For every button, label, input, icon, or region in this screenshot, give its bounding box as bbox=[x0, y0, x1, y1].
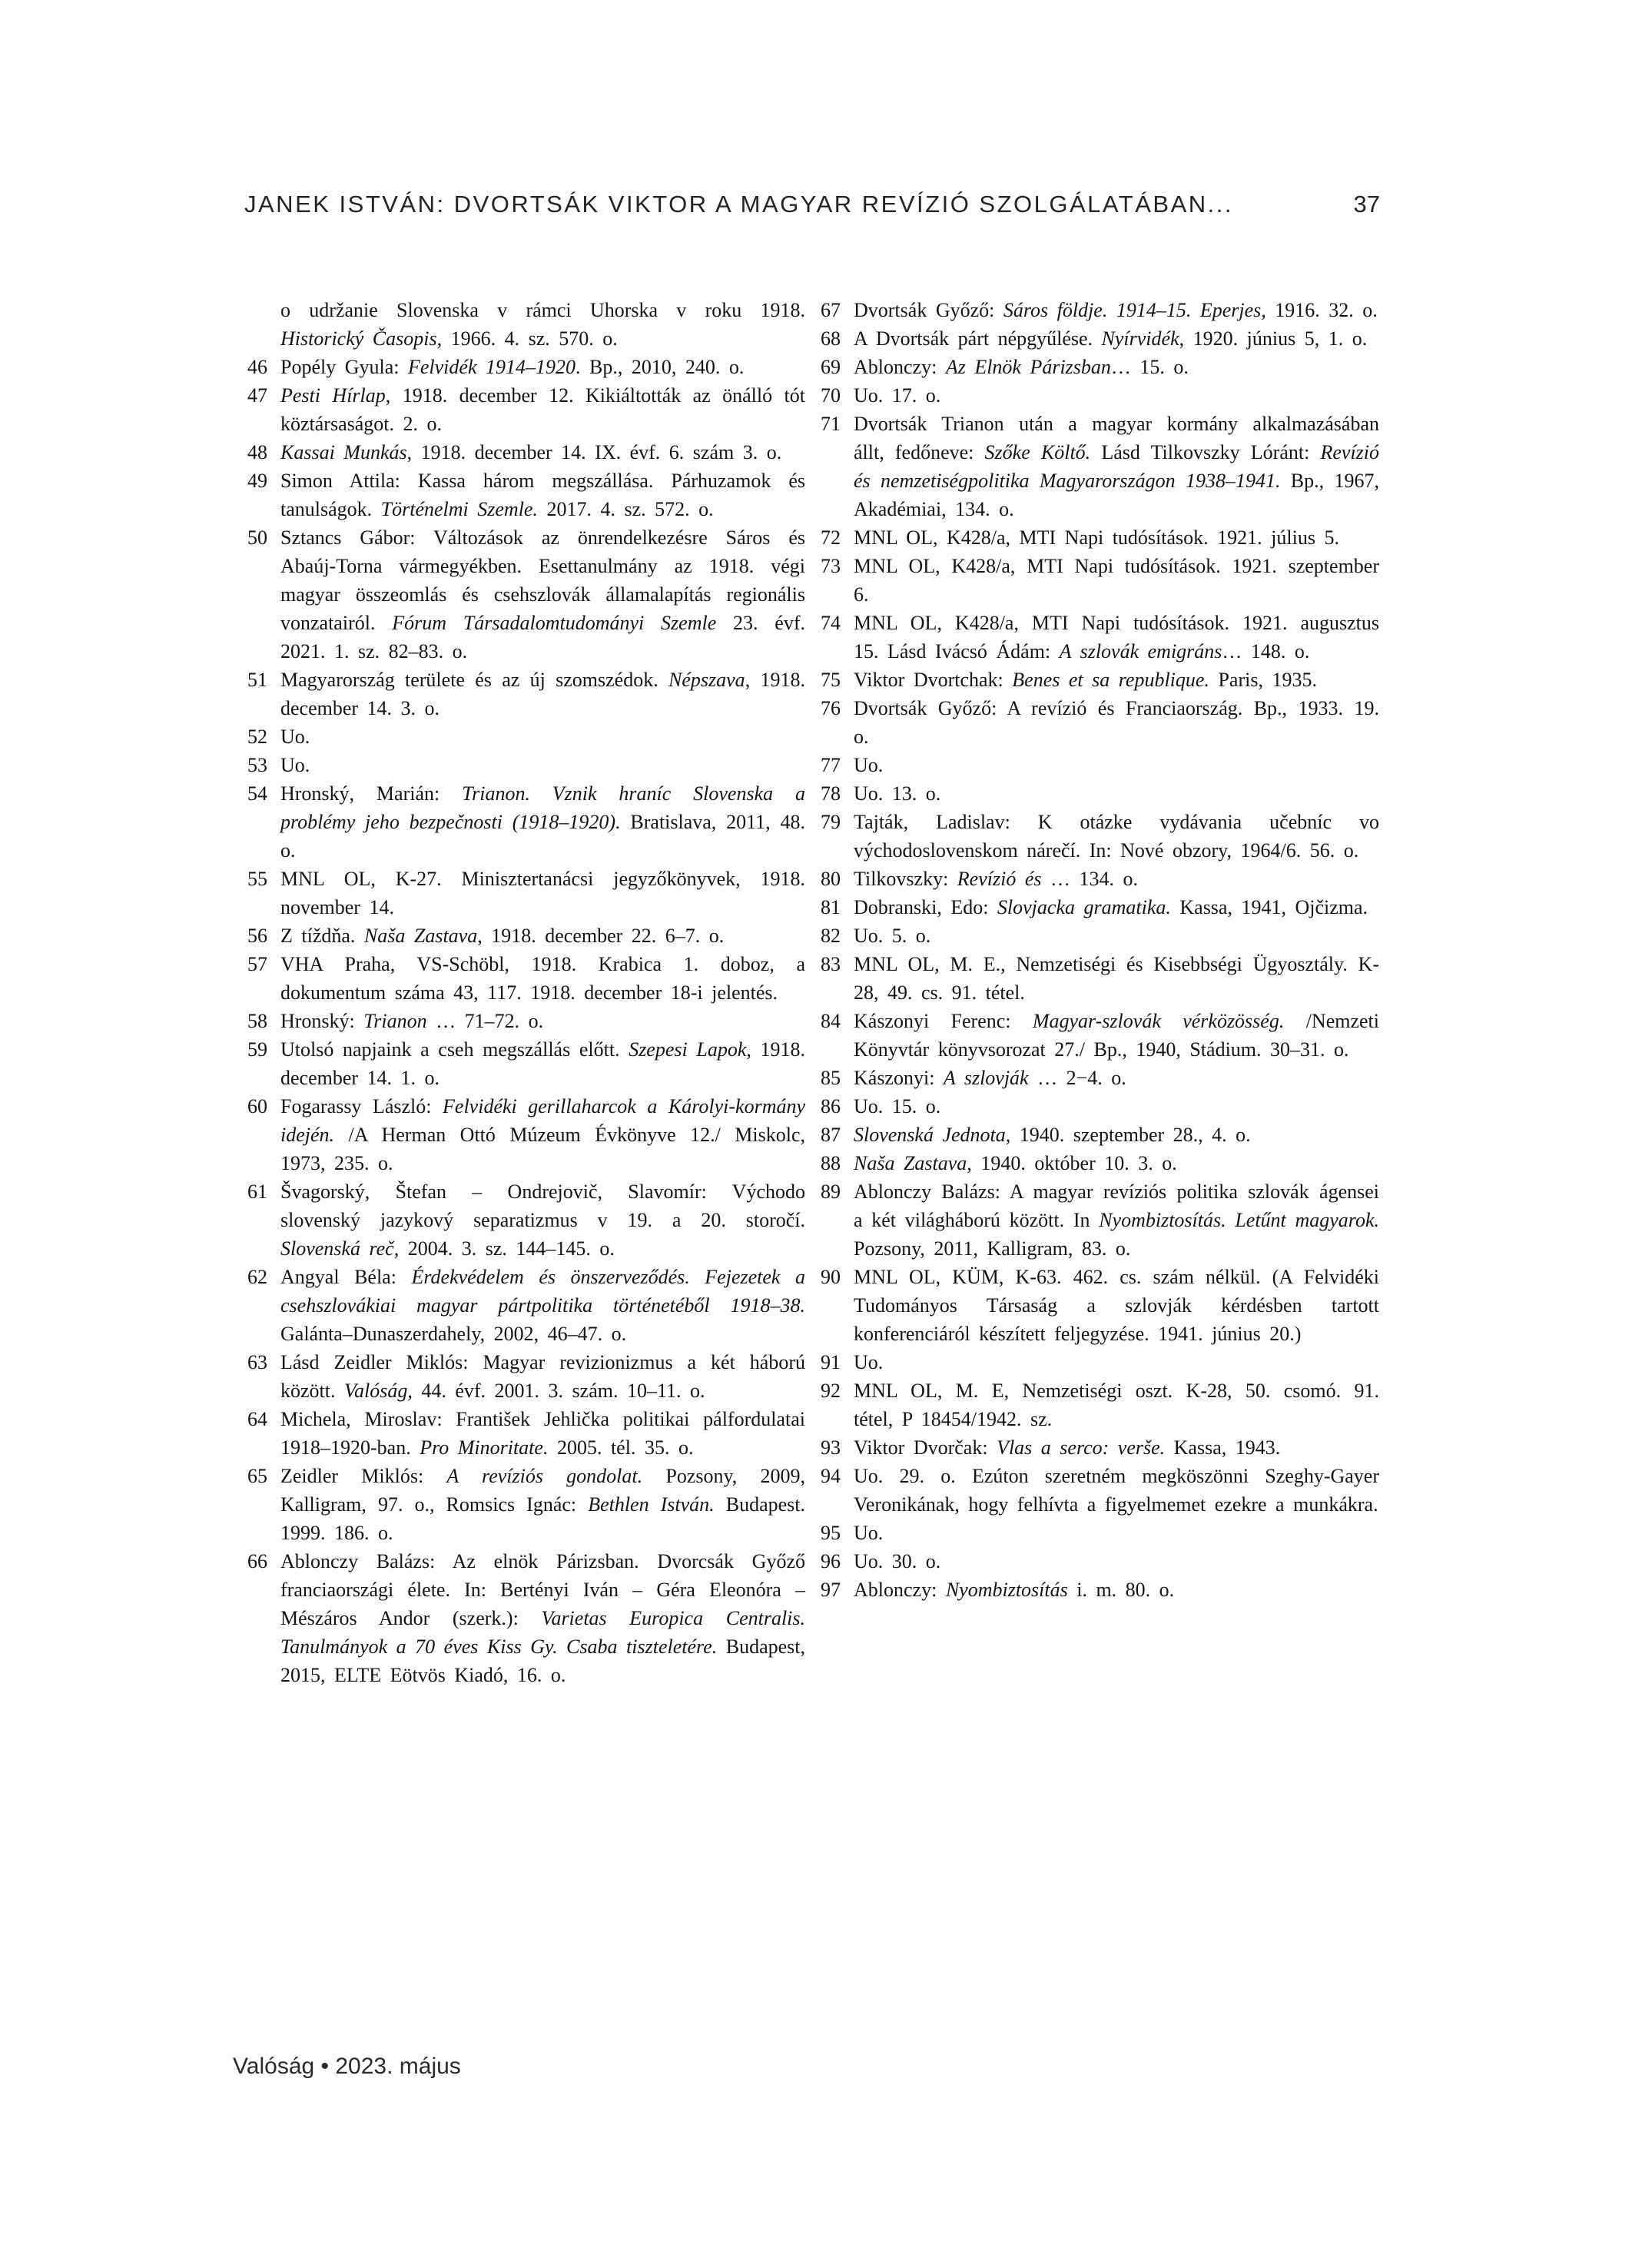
footnote-text: A Dvortsák párt népgyűlése. Nyírvidék, 1920. június 5, 1. o. bbox=[854, 327, 1368, 350]
footnote-item bbox=[821, 1007, 1379, 1064]
footnote-text: Uo. bbox=[854, 754, 884, 776]
footnote-number: 86 bbox=[821, 1095, 841, 1117]
footnote-number: 56 bbox=[247, 925, 267, 947]
footnote-item bbox=[821, 694, 1379, 751]
footnote-text: Kászonyi Ferenc: Magyar-szlovák vérközösség. /Nemzeti Könyvtár könyvsorozat 27./ Bp., 1940, Stádium. 30–31. o. bbox=[854, 1010, 1379, 1061]
footnote-text: Kászonyi: A szlovják … 2−4. o. bbox=[854, 1067, 1126, 1089]
footnote-number: 60 bbox=[247, 1095, 267, 1117]
footnote-text: Dvortsák Trianon után a magyar kormány alkalmazásában állt, fedőneve: Szőke Költő. Lásd Tilkovszky Lóránt: Revízió és nemzetiségpolitika Magyarországon 1938–1941. Bp., 1967, Akadémiai, 134. o. bbox=[854, 413, 1380, 520]
footnote-text: o udržanie Slovenska v rámci Uhorska v roku 1918. Historický Časopis, 1966. 4. sz. 570. o. bbox=[280, 299, 805, 350]
footnote-item bbox=[821, 666, 1379, 694]
footnote-item bbox=[821, 1064, 1379, 1092]
footnote-item bbox=[247, 666, 805, 722]
footnote-item bbox=[247, 1348, 805, 1405]
footnote-number: 74 bbox=[821, 612, 841, 634]
footnote-number: 78 bbox=[821, 782, 841, 805]
footnote-number: 65 bbox=[247, 1465, 267, 1487]
footnote-item bbox=[247, 1547, 805, 1689]
running-title: JANEK ISTVÁN: DVORTSÁK VIKTOR A MAGYAR REVÍZIÓ SZOLGÁLATÁBAN... bbox=[244, 191, 1233, 218]
footnote-text: MNL OL, M. E, Nemzetiségi oszt. K-28, 50. csomó. 91. tétel, P 18454/1942. sz. bbox=[854, 1380, 1379, 1430]
footnote-item bbox=[821, 410, 1379, 523]
footnote-item bbox=[821, 865, 1379, 893]
footnote-number: 62 bbox=[247, 1266, 267, 1288]
footnote-text: MNL OL, K428/a, MTI Napi tudósítások. 1921. július 5. bbox=[854, 526, 1339, 549]
page-footer bbox=[233, 2054, 461, 2080]
footnote-text: Kassai Munkás, 1918. december 14. IX. évf. 6. szám 3. o. bbox=[280, 441, 782, 463]
footnote-number: 83 bbox=[821, 953, 841, 975]
footnote-item bbox=[821, 1149, 1379, 1177]
footnote-number: 90 bbox=[821, 1266, 841, 1288]
footnote-item bbox=[821, 609, 1379, 666]
footnote-number: 72 bbox=[821, 526, 841, 549]
footnote-item bbox=[821, 808, 1379, 865]
footnote-text: Slovenská Jednota, 1940. szeptember 28., 4. o. bbox=[854, 1124, 1251, 1146]
footnote-item bbox=[821, 1121, 1379, 1149]
footnote-text: Uo. 30. o. bbox=[854, 1550, 941, 1572]
footnote-number: 64 bbox=[247, 1408, 267, 1430]
footnote-text: Viktor Dvortchak: Benes et sa republique. Paris, 1935. bbox=[854, 669, 1317, 691]
footnote-item bbox=[821, 893, 1379, 921]
footnote-number: 73 bbox=[821, 555, 841, 577]
footnote-item bbox=[821, 381, 1379, 410]
footnote-text: Magyarország területe és az új szomszédok. Népszava, 1918. december 14. 3. o. bbox=[280, 669, 805, 719]
footnote-number: 52 bbox=[247, 726, 267, 748]
footnote-item bbox=[821, 1462, 1379, 1519]
footnote-text: Uo. 13. o. bbox=[854, 782, 941, 805]
footnote-number: 87 bbox=[821, 1124, 841, 1146]
footnote-number: 91 bbox=[821, 1351, 841, 1373]
footnote-number: 89 bbox=[821, 1180, 841, 1203]
footnote-text: Zeidler Miklós: A revíziós gondolat. Pozsony, 2009, Kalligram, 97. o., Romsics Ignác: Bethlen István. Budapest. 1999. 186. o. bbox=[280, 1465, 806, 1544]
footnote-item bbox=[821, 552, 1379, 609]
footnote-number: 96 bbox=[821, 1550, 841, 1572]
footnote-text: Uo. 15. o. bbox=[854, 1095, 941, 1117]
footnote-item bbox=[247, 722, 805, 751]
footnote-item bbox=[821, 751, 1379, 779]
footnote-text: Uo. 17. o. bbox=[854, 384, 941, 407]
footnote-text: Uo. 29. o. Ezúton szeretném megköszönni Szeghy-Gayer Veronikának, hogy felhívta a figyelmemet ezekre a munkákra. bbox=[854, 1465, 1379, 1516]
footnote-number: 84 bbox=[821, 1010, 841, 1032]
footnote-number: 93 bbox=[821, 1436, 841, 1459]
footnote-number: 46 bbox=[247, 356, 267, 378]
footnote-item bbox=[247, 1035, 805, 1092]
footnote-text: Dvortsák Győző: Sáros földje. 1914–15. Eperjes, 1916. 32. o. bbox=[854, 299, 1378, 321]
footnote-number: 63 bbox=[247, 1351, 267, 1373]
footnote-text: Z tíždňa. Naša Zastava, 1918. december 22. 6–7. o. bbox=[280, 925, 725, 947]
footnote-item bbox=[821, 779, 1379, 808]
footnote-text: Angyal Béla: Érdekvédelem és önszerveződés. Fejezetek a csehszlovákiai magyar pártpolitika történetéből 1918–38. Galánta–Dunaszerdahely, 2002, 46–47. o. bbox=[280, 1266, 805, 1345]
footnote-text: Uo. bbox=[280, 754, 310, 776]
footnote-number: 94 bbox=[821, 1465, 841, 1487]
footnote-item bbox=[247, 1462, 805, 1547]
footnote-item bbox=[247, 1405, 805, 1462]
footnote-text: VHA Praha, VS-Schöbl, 1918. Krabica 1. doboz, a dokumentum száma 43, 117. 1918. december 18-i jelentés. bbox=[280, 953, 805, 1004]
footnote-item bbox=[821, 296, 1379, 324]
footnote-number: 92 bbox=[821, 1380, 841, 1402]
footnote-item bbox=[247, 467, 805, 523]
footnote-number: 77 bbox=[821, 754, 841, 776]
footnote-number: 58 bbox=[247, 1010, 267, 1032]
footnote-item bbox=[821, 324, 1379, 353]
footnote-item bbox=[247, 1007, 805, 1035]
footnote-text: Popély Gyula: Felvidék 1914–1920. Bp., 2010, 240. o. bbox=[280, 356, 745, 378]
footnote-item bbox=[247, 438, 805, 467]
footnote-item bbox=[821, 1576, 1379, 1604]
footnote-item bbox=[247, 751, 805, 779]
footnote-text: MNL OL, K-27. Minisztertanácsi jegyzőkönyvek, 1918. november 14. bbox=[280, 868, 805, 918]
footnote-item bbox=[247, 296, 805, 353]
footnote-text: Fogarassy László: Felvidéki gerillaharcok a Károlyi-kormány idején. /A Herman Ottó Múzeum Évkönyve 12./ Miskolc, 1973, 235. o. bbox=[280, 1095, 806, 1174]
footnote-text: Viktor Dvorčak: Vlas a serco: verše. Kassa, 1943. bbox=[854, 1436, 1281, 1459]
footnote-text: Švagorský, Štefan – Ondrejovič, Slavomír: Východo slovenský jazykový separatizmus v 19. a 20. storočí. Slovenská reč, 2004. 3. sz. 144–145. o. bbox=[280, 1180, 805, 1260]
footnote-text: Lásd Zeidler Miklós: Magyar revizionizmus a két háború között. Valóság, 44. évf. 2001. 3. szám. 10–11. o. bbox=[280, 1351, 805, 1402]
footnote-text: Dvortsák Győző: A revízió és Franciaország. Bp., 1933. 19. o. bbox=[854, 697, 1379, 748]
footnote-number: 57 bbox=[247, 953, 267, 975]
footnote-item bbox=[821, 1433, 1379, 1462]
footnote-number: 54 bbox=[247, 782, 267, 805]
footnote-item bbox=[821, 1348, 1379, 1376]
footnote-text: Hronský, Marián: Trianon. Vznik hraníc Slovenska a problémy jeho bezpečnosti (1918–1920). Bratislava, 2011, 48. o. bbox=[280, 782, 805, 862]
footnote-text: MNL OL, M. E., Nemzetiségi és Kisebbségi Ügyosztály. K-28, 49. cs. 91. tétel. bbox=[854, 953, 1379, 1004]
footnotes-column-right bbox=[821, 296, 1379, 1604]
footnote-number: 69 bbox=[821, 356, 841, 378]
footnote-item bbox=[247, 865, 805, 921]
footnote-item bbox=[821, 1177, 1379, 1263]
page-header bbox=[244, 191, 1380, 218]
footnote-number: 75 bbox=[821, 669, 841, 691]
footnote-number: 67 bbox=[821, 299, 841, 321]
footnote-number: 50 bbox=[247, 526, 267, 549]
footnote-number: 51 bbox=[247, 669, 267, 691]
footnote-text: Ablonczy Balázs: A magyar revíziós politika szlovák ágensei a két világháború között. In Nyombiztosítás. Letűnt magyarok. Pozsony, 2011, Kalligram, 83. o. bbox=[854, 1180, 1379, 1260]
footnote-item bbox=[821, 523, 1379, 552]
footnote-number: 76 bbox=[821, 697, 841, 719]
footnote-number: 82 bbox=[821, 925, 841, 947]
footnote-text: Sztancs Gábor: Változások az önrendelkezésre Sáros és Abaúj-Torna vármegyékben. Esettanulmány az 1918. végi magyar összeomlás és csehszlovák államalapítás regionális vonzatairól. Fórum Társadalomtudományi Szemle 23. évf. 2021. 1. sz. 82–83. o. bbox=[280, 526, 805, 662]
footnote-number: 49 bbox=[247, 470, 267, 492]
footnote-text: MNL OL, K428/a, MTI Napi tudósítások. 1921. szeptember 6. bbox=[854, 555, 1379, 606]
footnote-number: 71 bbox=[821, 413, 841, 435]
footnote-text: Tilkovszky: Revízió és … 134. o. bbox=[854, 868, 1138, 890]
footnote-number: 80 bbox=[821, 868, 841, 890]
footnote-number: 53 bbox=[247, 754, 267, 776]
footnote-item bbox=[247, 381, 805, 438]
footnote-number: 47 bbox=[247, 384, 267, 407]
footnote-number: 61 bbox=[247, 1180, 267, 1203]
footnote-item bbox=[247, 523, 805, 666]
footnote-text: Dobranski, Edo: Slovjacka gramatika. Kassa, 1941, Ojčizma. bbox=[854, 896, 1368, 918]
footnote-text: Utolsó napjaink a cseh megszállás előtt. Szepesi Lapok, 1918. december 14. 1. o. bbox=[280, 1038, 806, 1089]
footnote-text: Tajták, Ladislav: K otázke vydávania učebníc vo východoslovenskom nárečí. In: Nové obzory, 1964/6. 56. o. bbox=[854, 811, 1379, 862]
page-number: 37 bbox=[1353, 191, 1380, 218]
footnote-text: Ablonczy Balázs: Az elnök Párizsban. Dvorcsák Győző franciaországi élete. In: Bertényi Iván – Géra Eleonóra – Mészáros Andor (szerk.): Varietas Europica Centralis. Tanulmányok a 70 éves Kiss Gy. Csaba tiszteletére. Budapest, 2015, ELTE Eötvös Kiadó, 16. o. bbox=[280, 1550, 806, 1686]
footnote-text: Simon Attila: Kassa három megszállása. Párhuzamok és tanulságok. Történelmi Szemle. 2017. 4. sz. 572. o. bbox=[280, 470, 805, 520]
footnote-number: 55 bbox=[247, 868, 267, 890]
footnote-text: Pesti Hírlap, 1918. december 12. Kikiáltották az önálló tót köztársaságot. 2. o. bbox=[280, 384, 805, 435]
footnote-number: 68 bbox=[821, 327, 841, 350]
footnote-number: 66 bbox=[247, 1550, 267, 1572]
footnote-number: 97 bbox=[821, 1579, 841, 1601]
footnote-text: Uo. bbox=[854, 1351, 884, 1373]
footnote-number: 70 bbox=[821, 384, 841, 407]
footnote-item bbox=[247, 1263, 805, 1348]
footnote-item bbox=[821, 1376, 1379, 1433]
footnote-number: 95 bbox=[821, 1522, 841, 1544]
footnote-item bbox=[821, 950, 1379, 1007]
footnote-item bbox=[247, 779, 805, 865]
footnote-number: 59 bbox=[247, 1038, 267, 1061]
footnote-item bbox=[821, 353, 1379, 381]
footnote-item bbox=[821, 921, 1379, 950]
footnote-number: 85 bbox=[821, 1067, 841, 1089]
footnote-text: Michela, Miroslav: František Jehlička politikai pálfordulatai 1918–1920-ban. Pro Minoritate. 2005. tél. 35. o. bbox=[280, 1408, 805, 1459]
footnote-text: Ablonczy: Az Elnök Párizsban… 15. o. bbox=[854, 356, 1189, 378]
footnote-item bbox=[247, 353, 805, 381]
footnote-item bbox=[821, 1519, 1379, 1547]
footnote-text: Hronský: Trianon … 71–72. o. bbox=[280, 1010, 544, 1032]
footnote-item bbox=[821, 1092, 1379, 1121]
footnote-item bbox=[247, 1092, 805, 1177]
footnote-text: MNL OL, K428/a, MTI Napi tudósítások. 1921. augusztus 15. Lásd Ivácsó Ádám: A szlovák emigráns… 148. o. bbox=[854, 612, 1379, 662]
footnote-item bbox=[247, 950, 805, 1007]
footnote-number: 48 bbox=[247, 441, 267, 463]
footnote-text: Uo. 5. o. bbox=[854, 925, 931, 947]
footnotes-column-left bbox=[247, 296, 805, 1689]
footnote-number: 81 bbox=[821, 896, 841, 918]
footnote-text: Naša Zastava, 1940. október 10. 3. o. bbox=[854, 1152, 1177, 1174]
footnote-item bbox=[821, 1263, 1379, 1348]
journal-issue-label: Valóság • 2023. május bbox=[233, 2054, 461, 2079]
footnote-text: Uo. bbox=[280, 726, 310, 748]
footnote-text: Ablonczy: Nyombiztosítás i. m. 80. o. bbox=[854, 1579, 1175, 1601]
footnote-item bbox=[247, 1177, 805, 1263]
footnote-text: Uo. bbox=[854, 1522, 884, 1544]
footnote-text: MNL OL, KÜM, K-63. 462. cs. szám nélkül. (A Felvidéki Tudományos Társaság a szlovják kérdésben tartott konferenciáról készített feljegyzése. 1941. június 20.) bbox=[854, 1266, 1379, 1345]
footnote-number: 79 bbox=[821, 811, 841, 833]
footnote-item bbox=[247, 921, 805, 950]
footnote-number: 88 bbox=[821, 1152, 841, 1174]
footnote-item bbox=[821, 1547, 1379, 1576]
